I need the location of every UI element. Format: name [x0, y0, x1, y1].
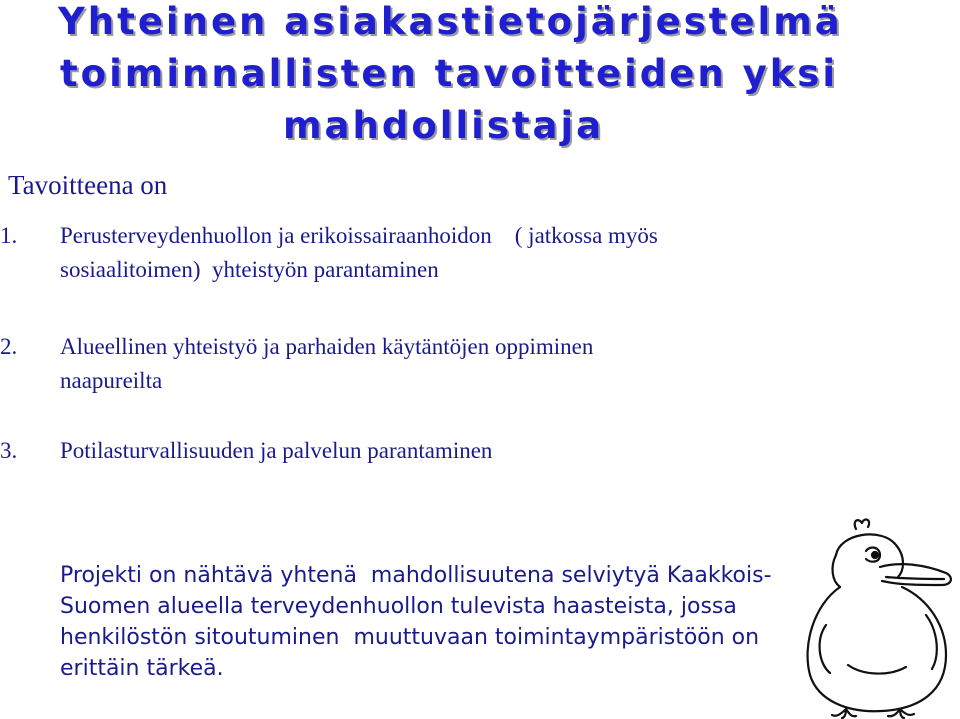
title-line-2: toiminnallisten tavoitteiden yksi — [60, 52, 839, 95]
goal-3-number: 3. — [0, 438, 18, 463]
goal-3-text-line-1: Potilasturvallisuuden ja palvelun parantaminen — [60, 438, 493, 463]
paragraph-line-3: henkilöstön sitoutuminen muuttuvaan toimintaympäristöön on — [60, 625, 760, 650]
paragraph-line-4: erittäin tärkeä. — [60, 656, 224, 681]
goal-2-text-line-2: naapureilta — [60, 368, 163, 393]
subtitle: Tavoitteena on — [8, 170, 168, 200]
goal-1-text-line-2: sosiaalitoimen) yhteistyön parantaminen — [60, 257, 439, 282]
paragraph-line-1: Projekti on nähtävä yhtenä mahdollisuutena selviytyä Kaakkois- — [60, 563, 772, 588]
bird-mascot-icon — [796, 515, 960, 719]
title-line-3: mahdollistaja — [283, 104, 605, 147]
project-paragraph — [60, 560, 820, 684]
goal-2-number: 2. — [0, 334, 18, 359]
goal-2-text-line-1: Alueellinen yhteistyö ja parhaiden käytäntöjen oppiminen — [60, 334, 594, 359]
paragraph-line-2: Suomen alueella terveydenhuollon tulevista haasteista, jossa — [60, 594, 737, 619]
title-line-1: Yhteinen asiakastietojärjestelmä — [58, 0, 843, 43]
goal-1-text-line-1: Perusterveydenhuollon ja erikoissairaanhoidon ( jatkossa myös — [60, 223, 658, 248]
goal-1-number: 1. — [0, 223, 18, 248]
